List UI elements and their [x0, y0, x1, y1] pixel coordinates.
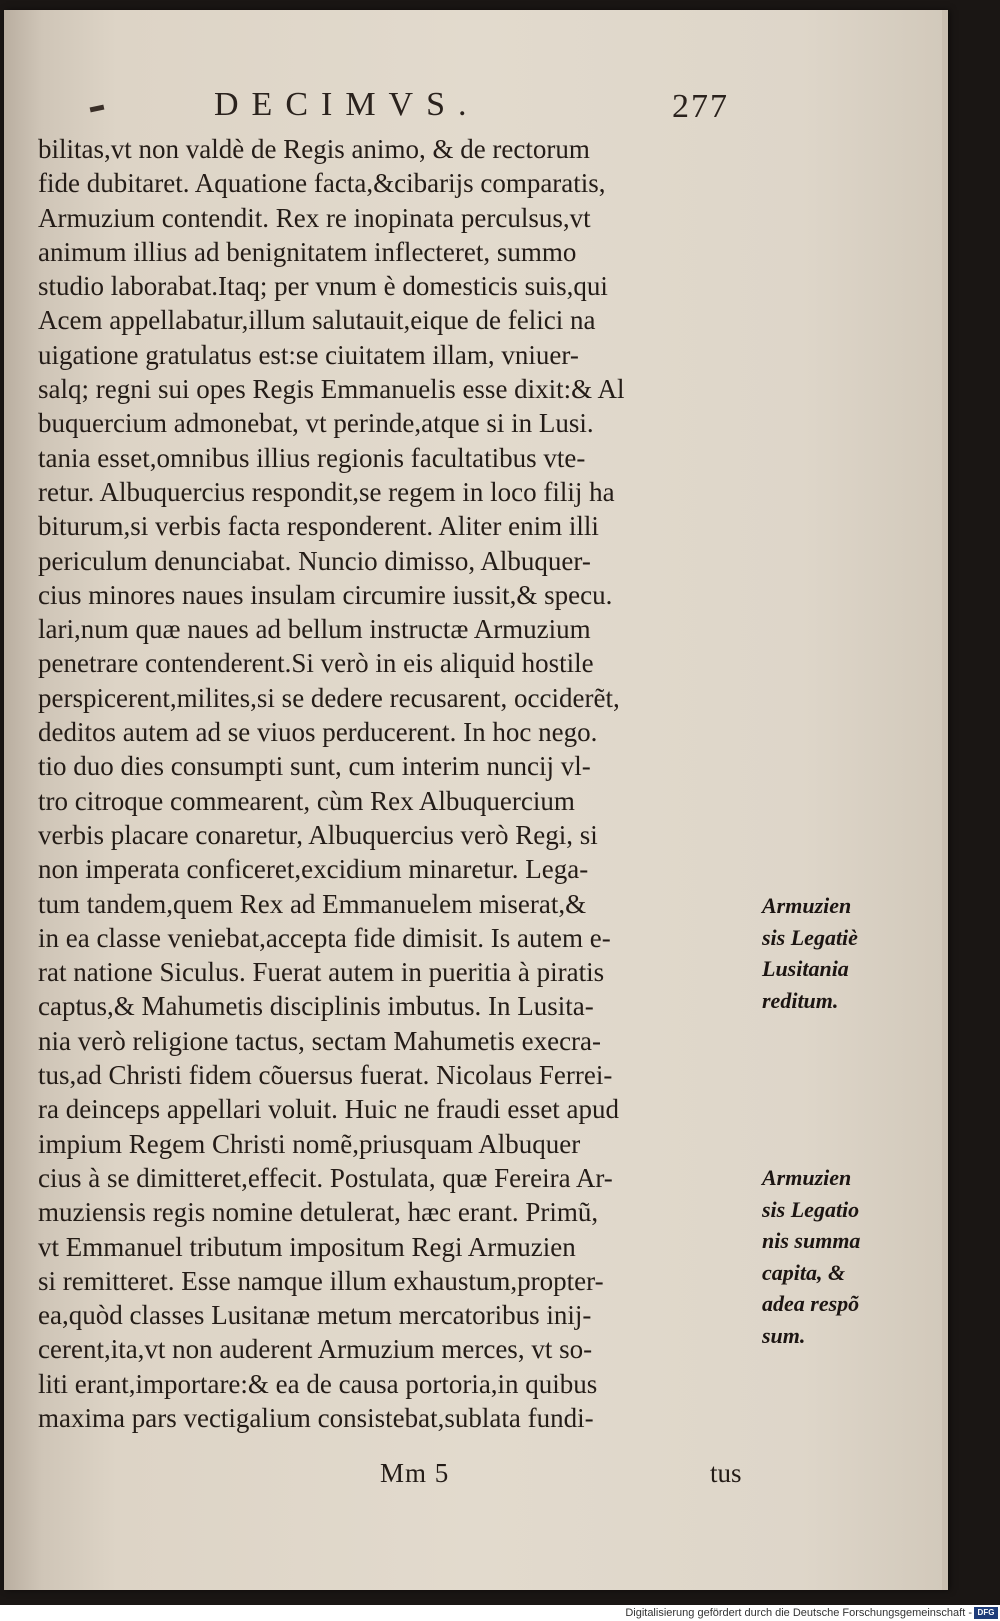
- text-line: uigatione gratulatus est:se ciuitatem illam, vniuer-: [38, 339, 579, 370]
- text-line: biturum,si verbis facta responderent. Aliter enim illi: [38, 511, 599, 542]
- text-line: impium Regem Christi nomẽ,priusquam Albuquer: [38, 1128, 581, 1159]
- marginal-note-line: reditum.: [762, 987, 839, 1013]
- text-line: deditos autem ad se viuos perducerent. In hoc nego.: [38, 717, 598, 748]
- text-line: cius minores naues insulam circumire iussit,& specu.: [38, 579, 613, 610]
- text-line: cius à se dimitteret,effecit. Postulata, quæ Fereira Ar-: [38, 1162, 613, 1193]
- text-line: tro citroque commearent, cùm Rex Albuquercium: [38, 785, 575, 816]
- text-line: si remitteret. Esse namque illum exhaustum,propter-: [38, 1265, 604, 1296]
- page-number: 277: [672, 88, 729, 125]
- marginal-note-line: sum.: [762, 1322, 806, 1348]
- marginal-note-line: Armuzien: [762, 893, 852, 918]
- text-line: liti erant,importare:& ea de causa portoria,in quibus: [38, 1368, 598, 1399]
- dfg-logo: DFG: [974, 1607, 998, 1619]
- page-header: [4, 86, 942, 126]
- text-line: tum tandem,quem Rex ad Emmanuelem miserat,&: [38, 888, 587, 919]
- book-page: [4, 10, 948, 1590]
- marginal-note-legation-return: [762, 890, 937, 1016]
- text-line: in ea classe veniebat,accepta fide dimisit. Is autem e-: [38, 922, 611, 953]
- funding-credit: Digitalisierung gefördert durch die Deutsche Forschungsgemeinschaft -: [625, 1607, 972, 1619]
- text-line: perspicerent,milites,si se dedere recusarent, occiderẽt,: [38, 682, 620, 713]
- marginal-note-legation-summary: [762, 1162, 937, 1351]
- text-line: lari,num quæ naues ad bellum instructæ Armuzium: [38, 614, 591, 645]
- marginal-note-line: sis Legatio: [762, 1196, 860, 1222]
- text-line: rat natione Siculus. Fuerat autem in pueritia à piratis: [38, 957, 605, 988]
- credit-bar: [0, 1605, 1000, 1621]
- text-line: Armuzium contendit. Rex re inopinata perculsus,vt: [38, 202, 591, 233]
- text-line: cerent,ita,vt non auderent Armuzium merces, vt so-: [38, 1334, 593, 1365]
- text-line: periculum denunciabat. Nuncio dimisso, Albuquer-: [38, 545, 591, 576]
- text-line: retur. Albuquercius respondit,se regem in loco filij ha: [38, 476, 615, 507]
- text-line: vt Emmanuel tributum impositum Regi Armuzien: [38, 1231, 576, 1262]
- body-text: [38, 132, 758, 1435]
- text-line: animum illius ad benignitatem inflecteret, summo: [38, 236, 577, 267]
- text-line: maxima pars vectigalium consistebat,sublata fundi-: [38, 1402, 594, 1433]
- text-line: muziensis regis nomine detulerat, hæc erant. Primũ,: [38, 1197, 599, 1228]
- text-line: non imperata conficeret,excidium minaretur. Lega-: [38, 854, 589, 885]
- text-line: ra deinceps appellari voluit. Huic ne fraudi esset apud: [38, 1094, 620, 1125]
- marginal-note-line: nis summa: [762, 1228, 861, 1253]
- text-line: Acem appellabatur,illum salutauit,eique de felici na: [38, 305, 596, 336]
- ink-mark: [90, 105, 105, 113]
- text-line: studio laborabat.Itaq; per vnum è domesticis suis,qui: [38, 271, 608, 302]
- marginal-note-line: sis Legatiè: [762, 924, 858, 950]
- catchword: tus: [710, 1458, 742, 1488]
- running-head: DECIMVS.: [214, 86, 480, 123]
- text-line: salq; regni sui opes Regis Emmanuelis esse dixit:& Al: [38, 374, 625, 405]
- text-line: captus,& Mahumetis disciplinis imbutus. In Lusita-: [38, 991, 594, 1022]
- text-line: penetrare contenderent.Si verò in eis aliquid hostile: [38, 648, 594, 679]
- text-line: nia verò religione tactus, sectam Mahumetis execra-: [38, 1025, 602, 1056]
- text-line: buquercium admonebat, vt perinde,atque si in Lusi.: [38, 408, 594, 439]
- marginal-note-line: Armuzien: [762, 1165, 852, 1190]
- text-line: ea,quòd classes Lusitanæ metum mercatoribus inij-: [38, 1300, 592, 1331]
- marginal-note-line: adea respõ: [762, 1291, 860, 1316]
- text-line: tio duo dies consumpti sunt, cum interim nuncij vl-: [38, 751, 591, 782]
- marginal-note-line: capita, &: [762, 1259, 846, 1285]
- text-line: tania esset,omnibus illius regionis facultatibus vte-: [38, 442, 586, 473]
- text-line: verbis placare conaretur, Albuquercius verò Regi, si: [38, 819, 598, 850]
- text-line: bilitas,vt non valdè de Regis animo, & de rectorum: [38, 134, 590, 164]
- text-line: tus,ad Christi fidem cõuersus fuerat. Nicolaus Ferrei-: [38, 1060, 613, 1091]
- page-footer-line: [4, 1458, 942, 1494]
- signature-mark: Mm 5: [380, 1458, 450, 1488]
- marginal-note-line: Lusitania: [762, 956, 849, 981]
- text-line: fide dubitaret. Aquatione facta,&cibarijs comparatis,: [38, 168, 606, 199]
